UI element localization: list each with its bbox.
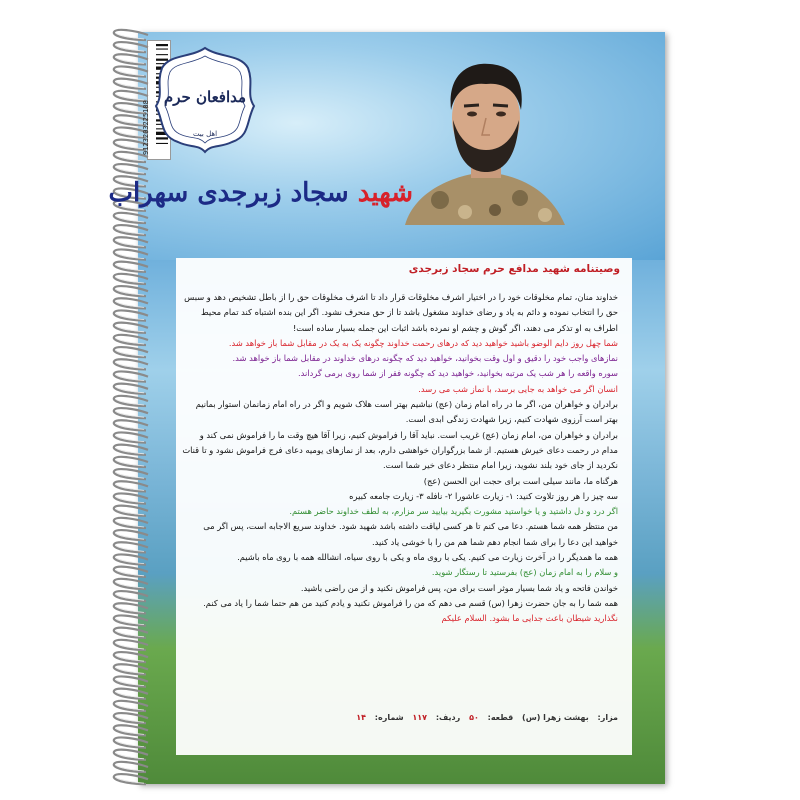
number-label: شماره:: [374, 713, 404, 722]
testament-heading: وصیتنامه شهید مدافع حرم سجاد زبرجدی: [408, 263, 620, 275]
paragraph-5: انسان اگر می خواهد به جایی برسد، با نماز شب می رسد.: [418, 383, 618, 394]
paragraph-7: برادران و خواهران من، امام زمان (عج) غریب است. نباید آقا را فراموش کنیم، زیرا آقا هیچ وقت ما را فراموش نمی کند و مدام در رحمت دعای خیرش هستیم. از شما بزرگواران خواهشی دارم، بعد از نمازهای یومیه دعای فرج فراموش نشود و تا قنات نکردید از جای خود بلند نشوید، زیرا امام منتظر دعای خیر شما است.: [182, 429, 618, 471]
paragraph-14: خواندن فاتحه و یاد شما بسیار موثر است برای من، پس فراموش نکنید و از من راضی باشید.: [300, 582, 618, 593]
paragraph-10: اگر درد و دل داشتید و یا خواستید مشورت بگیرید بیایید سر مزارم، به لطف خداوند حاضر هستم.: [289, 506, 618, 517]
mazar-label: مزار:: [597, 713, 618, 722]
testament-body: [182, 290, 618, 710]
paragraph-11: من منتظر همه شما هستم. دعا می کنم تا هر کسی لیاقت داشته باشد شهید شود. خداوند سریع الاجابه است، پس اگر می خواهید این دعا را برای شما انجام دهم شما هم من را با خوشی یاد کنید.: [203, 521, 618, 547]
title-prefix: شهید: [357, 178, 413, 208]
number-value: ۱۴: [356, 713, 366, 722]
title-name: سجاد زبرجدی سهراب: [108, 178, 349, 208]
paragraph-3: نمازهای واجب خود را دقیق و اول وقت بخوانید، خواهید دید که چگونه درهای خداوند در مقابل شما باز خواهد شد.: [232, 353, 618, 364]
mazar-value: بهشت زهرا (س): [522, 713, 589, 722]
paragraph-2: شما چهل روز دایم الوضو باشید خواهید دید که درهای رحمت خداوند چگونه یک به یک در مقابل شما باز خواهد شد.: [228, 337, 618, 348]
paragraph-4: سوره واقعه را هر شب یک مرتبه بخوانید، خواهید دید که چگونه فقر از شما روی برمی گرداند.: [297, 368, 618, 379]
paragraph-15: همه شما را به جان حضرت زهرا (س) قسم می دهم که من را فراموش نکنید و یادم کنید من هم حتما شما را یاد می کنم.: [203, 597, 618, 608]
paragraph-6: برادران و خواهران من، اگر ما در راه امام زمان (عج) نباشیم بهتر است هلاک شویم و اگر در راه امام زمانمان استوار بمانیم بهتر است آرزوی شهادت کنیم، زیرا شهادت زندگی ابدی است.: [195, 399, 618, 425]
plot-value: ۵۰: [469, 713, 479, 722]
barcode-number: 9123203225108: [142, 100, 150, 155]
defenders-emblem-logo: [150, 44, 260, 154]
martyr-name-title: [108, 178, 413, 224]
emblem-subtitle: اهل بیت: [192, 130, 218, 138]
paragraph-12: همه ما همدیگر را در آخرت زیارت می کنیم. یکی با روی ماه و یکی با روی سیاه، انشالله همه با روی ماه باشیم.: [237, 552, 618, 563]
paragraph-9: سه چیز را هر روز تلاوت کنید: ۱- زیارت عاشورا ۲- نافله ۳- زیارت جامعه کبیره: [349, 490, 618, 501]
paragraph-16: نگذارید شیطان باعث جدایی ما بشود. السلام علیکم: [441, 613, 618, 624]
row-value: ۱۱۷: [412, 713, 428, 722]
plot-label: قطعه:: [487, 713, 514, 722]
paragraph-1: خداوند منان، تمام مخلوقات خود را در اختیار اشرف مخلوقات قرار داد تا اشرف مخلوقات حق را از باطل تشخیص دهد و سبس حق را انتخاب نموده و دائم به یاد و رضای خداوند مشغول باشد تا از حق منحرف نشود. اگر این بنده اشتباه کند تمام محیط اطراف به او تذکر می دهند، اگر گوش و چشم او نمرده باشد اثبات این جمله بسیار ساده است!: [184, 292, 618, 333]
emblem-title: مدافعان حرم: [163, 88, 247, 106]
paragraph-13: و سلام را به امام زمان (عج) بفرستید تا رستگار شوید.: [431, 567, 618, 578]
row-label: ردیف:: [435, 713, 461, 722]
grave-info: [182, 713, 618, 729]
paragraph-8: هرگناه ما، مانند سیلی است برای حجت ابن الحسن (عج): [423, 475, 618, 486]
